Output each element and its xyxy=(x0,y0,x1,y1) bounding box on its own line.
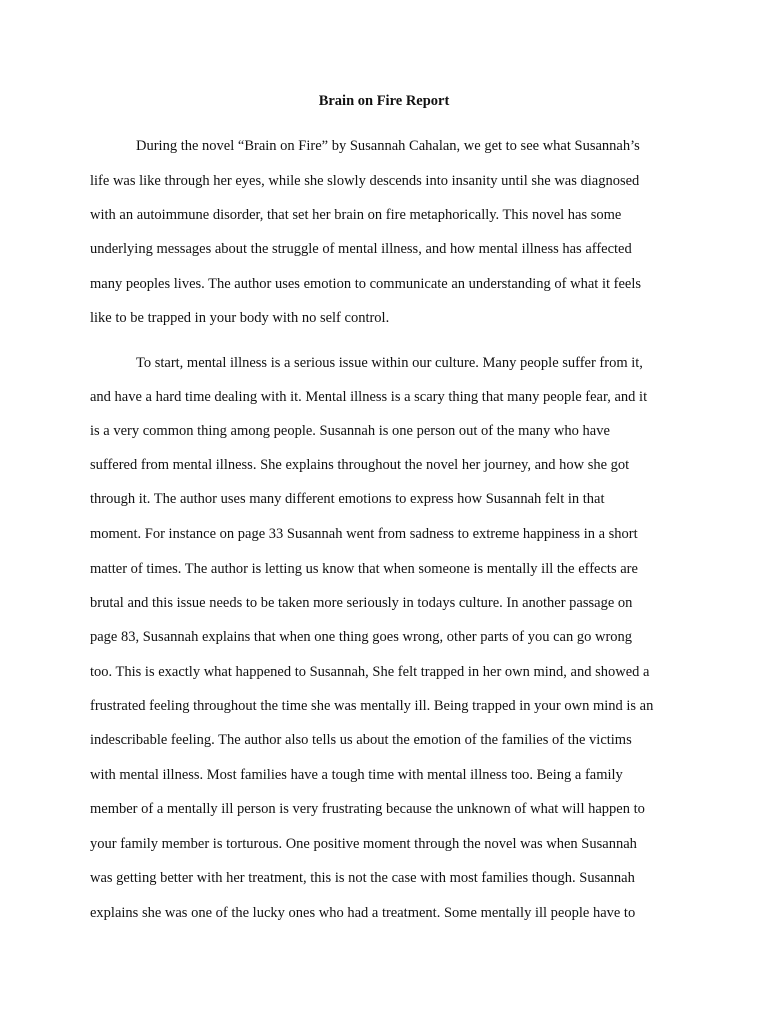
paragraph-line: brutal and this issue needs to be taken more seriously in todays culture. In another passage on xyxy=(90,595,633,611)
paragraph-line: is a very common thing among people. Susannah is one person out of the many who have xyxy=(90,423,610,439)
paragraph-line: through it. The author uses many different emotions to express how Susannah felt in that xyxy=(90,491,605,507)
paragraph-line: your family member is torturous. One positive moment through the novel was when Susannah xyxy=(90,836,637,852)
paragraph-line: To start, mental illness is a serious issue within our culture. Many people suffer from it, xyxy=(136,355,643,371)
paragraph-line: with an autoimmune disorder, that set her brain on fire metaphorically. This novel has some xyxy=(90,207,622,223)
document-title: Brain on Fire Report xyxy=(318,93,450,109)
paragraph-line: page 83, Susannah explains that when one thing goes wrong, other parts of you can go wrong xyxy=(90,629,633,645)
paragraph-line: with mental illness. Most families have a tough time with mental illness too. Being a family xyxy=(90,767,623,783)
paragraph-line: During the novel “Brain on Fire” by Susannah Cahalan, we get to see what Susannah’s xyxy=(136,138,640,154)
paragraph-line: and have a hard time dealing with it. Mental illness is a scary thing that many people fear, and it xyxy=(90,389,648,405)
paragraph-line: member of a mentally ill person is very frustrating because the unknown of what will happen to xyxy=(90,801,645,817)
paragraph-line: indescribable feeling. The author also tells us about the emotion of the families of the victims xyxy=(90,732,632,748)
paragraph-line: too. This is exactly what happened to Susannah, She felt trapped in her own mind, and showed a xyxy=(90,664,650,680)
paragraph-line: moment. For instance on page 33 Susannah went from sadness to extreme happiness in a short xyxy=(90,526,638,542)
paragraph-line: explains she was one of the lucky ones who had a treatment. Some mentally ill people have to xyxy=(90,905,636,921)
paragraph-line: frustrated feeling throughout the time she was mentally ill. Being trapped in your own mind is an xyxy=(90,698,654,714)
paragraph-line: matter of times. The author is letting us know that when someone is mentally ill the effects are xyxy=(90,561,638,577)
paragraph-line: many peoples lives. The author uses emotion to communicate an understanding of what it feels xyxy=(90,276,641,292)
paragraph-line: underlying messages about the struggle of mental illness, and how mental illness has affected xyxy=(90,241,632,257)
paragraph-line: life was like through her eyes, while she slowly descends into insanity until she was diagnosed xyxy=(90,173,640,189)
paragraph-line: suffered from mental illness. She explains throughout the novel her journey, and how she got xyxy=(90,457,630,473)
paragraph-line: like to be trapped in your body with no self control. xyxy=(90,310,390,326)
paragraph-line: was getting better with her treatment, this is not the case with most families though. Susannah xyxy=(90,870,635,886)
